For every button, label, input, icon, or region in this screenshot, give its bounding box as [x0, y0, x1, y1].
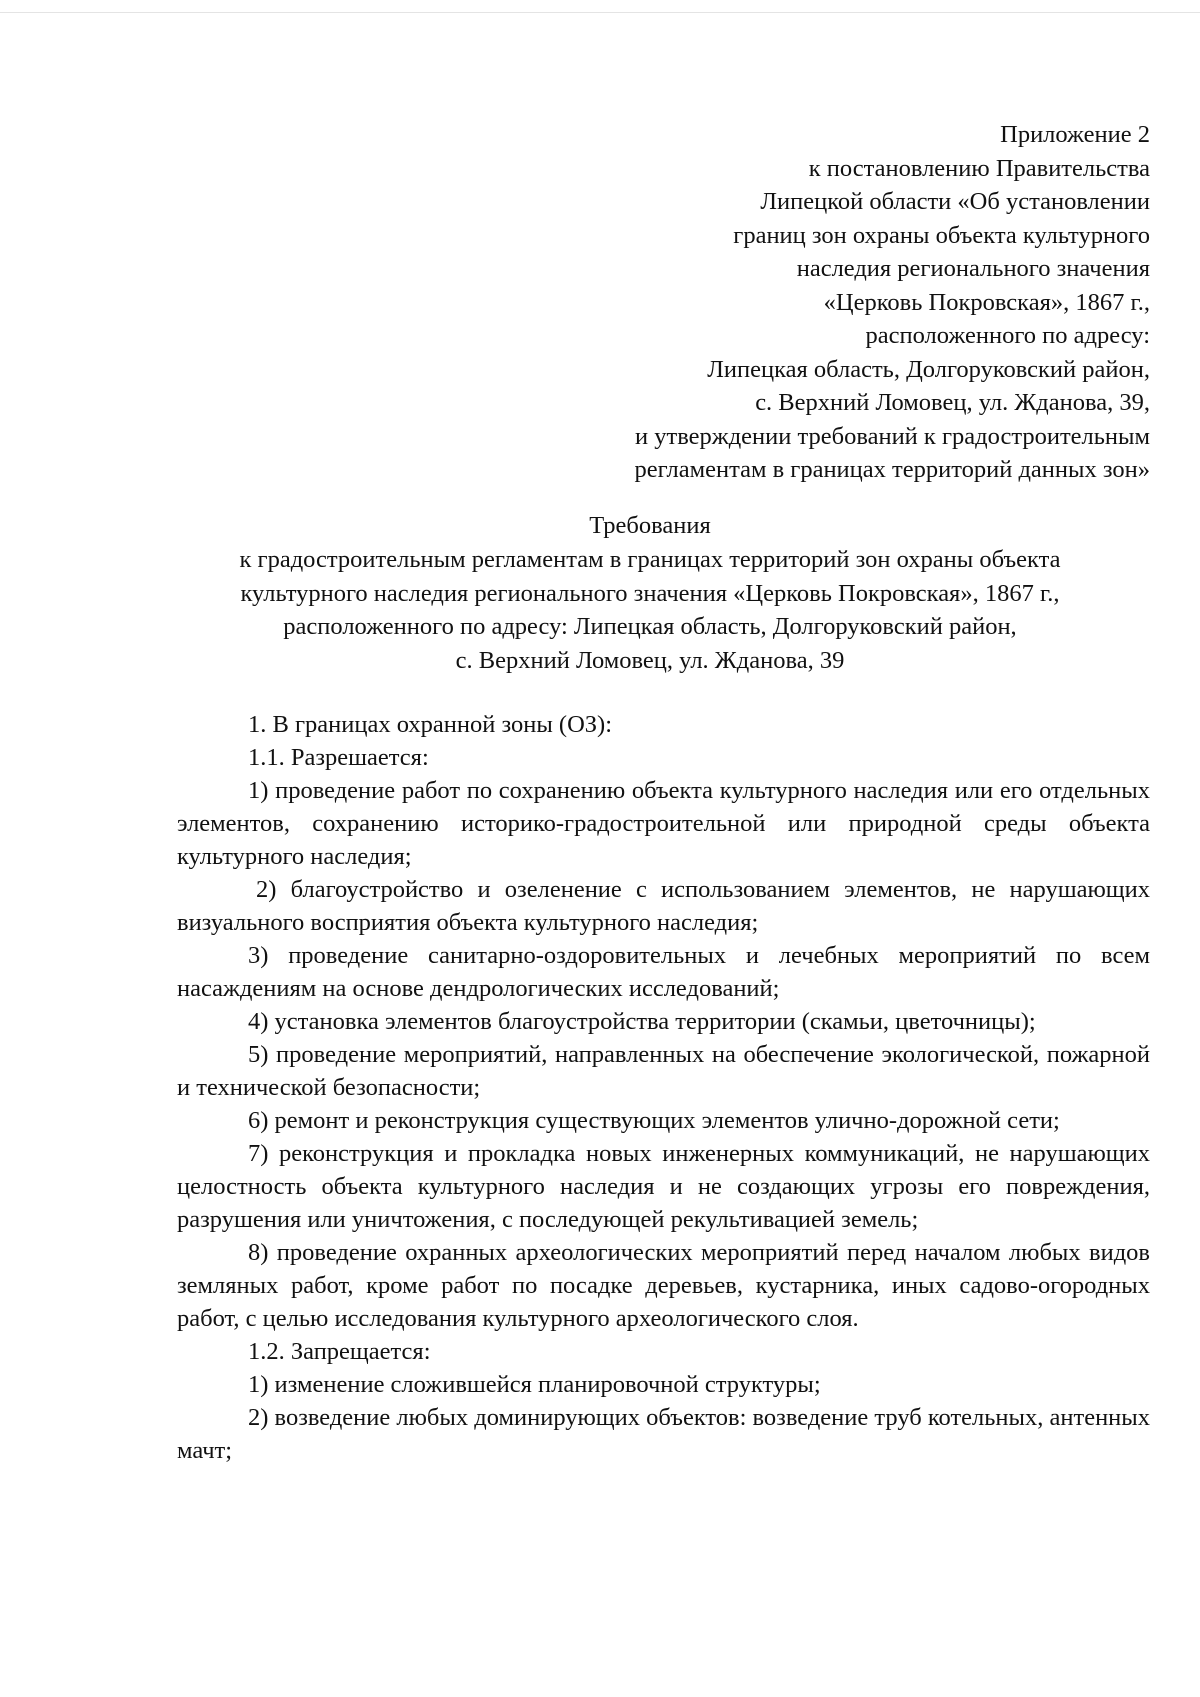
- allowed-item: 8) проведение охранных археологических мероприятий перед началом любых видов земляных работ, кроме работ по посадке деревьев, кустарника, иных садово-огородных работ, с целью исследования культурного археологического слоя.: [177, 1239, 1150, 1332]
- appendix-line: границ зон охраны объекта культурного: [733, 221, 1150, 249]
- requirements-subtitle: [150, 543, 1150, 677]
- allowed-item: 2) благоустройство и озеленение с использованием элементов, не нарушающих визуального восприятия объекта культурного наследия;: [177, 876, 1150, 936]
- appendix-line: расположенного по адресу:: [865, 322, 1150, 349]
- appendix-line: «Церковь Покровская», 1867 г.,: [823, 288, 1150, 316]
- allowed-item: 4) установка элементов благоустройства территории (скамьи, цветочницы);: [248, 1008, 1036, 1035]
- forbidden-item: 2) возведение любых доминирующих объектов: возведение труб котельных, антенных мачт;: [177, 1404, 1150, 1464]
- subtitle-line: расположенного по адресу: Липецкая область, Долгоруковский район,: [283, 613, 1017, 640]
- allowed-item: 6) ремонт и реконструкция существующих элементов улично-дорожной сети;: [248, 1107, 1060, 1134]
- allowed-item: 3) проведение санитарно-оздоровительных и лечебных мероприятий по всем насаждениям на основе дендрологических исследований;: [177, 942, 1150, 1002]
- appendix-line: наследия регионального значения: [796, 255, 1150, 282]
- appendix-line: к постановлению Правительства: [808, 154, 1150, 182]
- forbidden-item: 1) изменение сложившейся планировочной структуры;: [248, 1371, 821, 1398]
- allowed-item: 1) проведение работ по сохранению объекта культурного наследия или его отдельных элементов, сохранению историко-градостроительной или природной среды объекта культурного наследия;: [177, 777, 1150, 870]
- appendix-block: [520, 118, 1150, 487]
- appendix-line: регламентам в границах территорий данных зон»: [634, 456, 1150, 483]
- appendix-line: Липецкой области «Об установлении: [760, 188, 1150, 215]
- appendix-line: Приложение 2: [1000, 121, 1150, 148]
- requirements-title: Требования: [589, 512, 711, 539]
- appendix-line: и утверждении требований к градостроительным: [635, 422, 1150, 450]
- allowed-item: 7) реконструкция и прокладка новых инженерных коммуникаций, не нарушающих целостность объекта культурного наследия и не создающих угрозы его повреждения, разрушения или уничтожения, с последующей рекультивацией земель;: [177, 1140, 1150, 1233]
- forbidden-heading: 1.2. Запрещается:: [248, 1338, 431, 1365]
- allowed-item: 5) проведение мероприятий, направленных на обеспечение экологической, пожарной и технической безопасности;: [177, 1041, 1150, 1101]
- subtitle-line: к градостроительным регламентам в границах территорий зон охраны объекта: [239, 546, 1061, 573]
- appendix-line: с. Верхний Ломовец, ул. Жданова, 39,: [755, 389, 1150, 416]
- appendix-line: Липецкая область, Долгоруковский район,: [707, 355, 1150, 383]
- allowed-heading: 1.1. Разрешается:: [248, 744, 429, 771]
- subtitle-line: с. Верхний Ломовец, ул. Жданова, 39: [455, 646, 845, 674]
- document-body: [177, 708, 1150, 1467]
- subtitle-line: культурного наследия регионального значения «Церковь Покровская», 1867 г.,: [240, 579, 1060, 607]
- section-heading: 1. В границах охранной зоны (ОЗ):: [248, 711, 613, 738]
- scan-top-edge: [0, 12, 1200, 13]
